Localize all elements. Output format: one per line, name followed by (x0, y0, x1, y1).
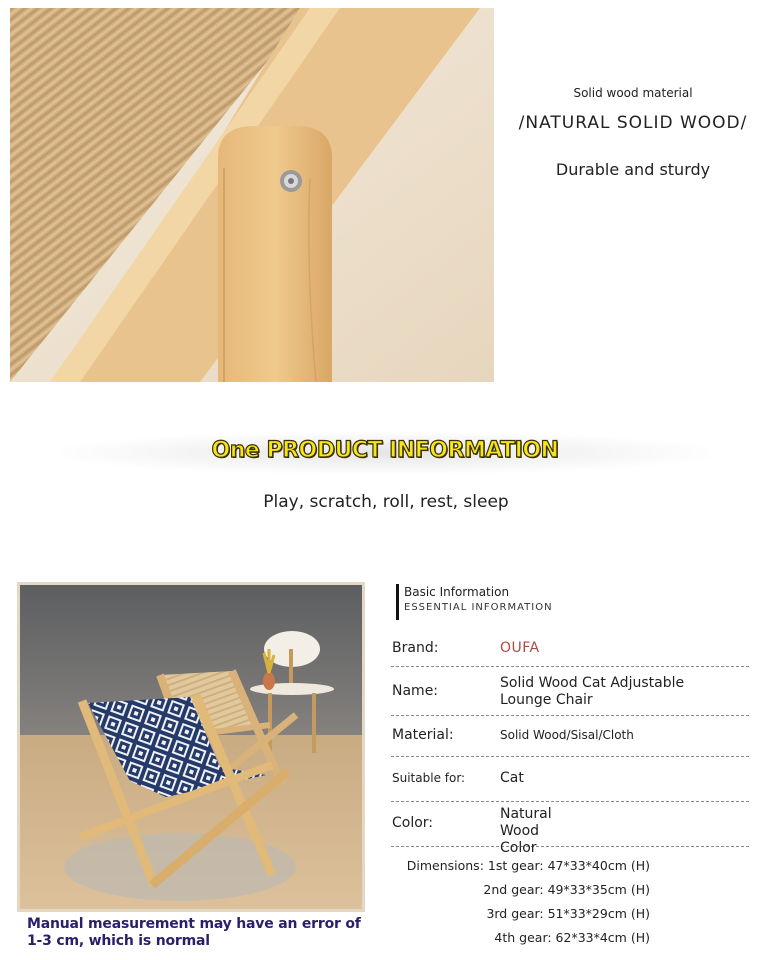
spec-header (396, 584, 596, 620)
spec-label-brand: Brand: (392, 640, 439, 656)
spec-label-name: Name: (392, 683, 439, 699)
spec-row-suitable-for (391, 757, 749, 802)
spec-value-suitable-for: Cat (500, 770, 524, 786)
dimension-line-2: 2nd gear: 49*33*35cm (H) (483, 882, 650, 897)
spec-row-color (391, 802, 749, 856)
tagline: Play, scratch, roll, rest, sleep (263, 492, 509, 512)
dimension-line-3: 3rd gear: 51*33*29cm (H) (486, 906, 650, 921)
spec-value-brand: OUFA (500, 640, 540, 656)
material-small-label: Solid wood material (573, 86, 693, 100)
measurement-disclaimer: Manual measurement may have an error of 1-3 cm, which is normal (27, 916, 361, 949)
material-headline: /NATURAL SOLID WOOD/ (518, 113, 748, 133)
material-subline: Durable and sturdy (555, 160, 711, 179)
spec-label-suitable-for: Suitable for: (392, 771, 466, 785)
product-info-banner (60, 432, 710, 474)
dimension-line-4: 4th gear: 62*33*4cm (H) (494, 930, 650, 945)
product-photo (17, 582, 365, 912)
wood-closeup-photo (10, 8, 494, 382)
spec-value-material: Solid Wood/Sisal/Cloth (500, 728, 634, 742)
spec-row-material (391, 716, 749, 757)
banner-title: One PRODUCT INFORMATION (211, 438, 559, 463)
spec-value-name: Solid Wood Cat Adjustable Lounge Chair (500, 675, 685, 708)
spec-row-brand (391, 632, 749, 667)
spec-header-title: Basic Information (404, 585, 510, 599)
spec-row-name (391, 667, 749, 716)
dimension-line-1: Dimensions: 1st gear: 47*33*40cm (H) (406, 858, 650, 873)
spec-header-subtitle: ESSENTIAL INFORMATION (404, 602, 553, 613)
spec-value-color: Natural Wood Color (500, 806, 552, 856)
spec-label-color: Color: (392, 815, 434, 831)
spec-label-material: Material: (392, 727, 454, 743)
